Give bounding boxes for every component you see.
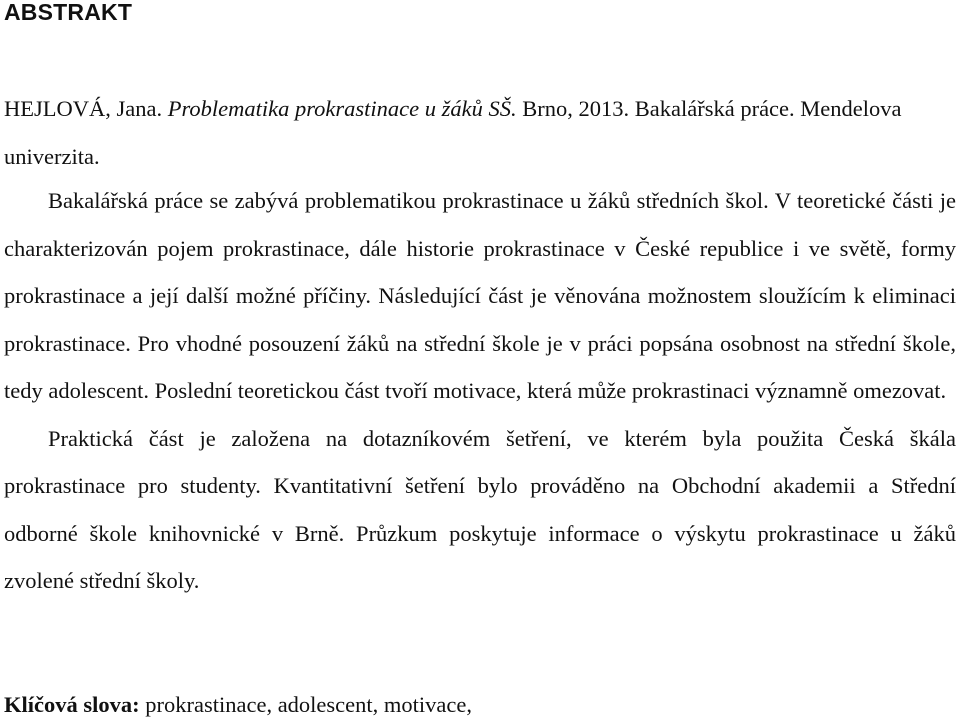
abstract-paragraph-1: Bakalářská práce se zabývá problematikou prokrastinace u žáků středních škol. V teoretické části je charakterizován pojem prokrastinace, dále historie prokrastinace v České republice i ve světě, formy prokrastinace a její další možné příčiny. Následující část je věnována možnostem sloužícím k eliminaci prokrastinace. Pro vhodné posouzení žáků na střední škole je v práci popsána osobnost na střední škole, tedy adolescent. Poslední teoretickou část tvoří motivace, která může prokrastinaci významně omezovat. [4,188,956,403]
citation-details: Brno, 2013. Bakalářská práce. Mendelova univerzita. [4,96,902,169]
bibliographic-citation [4,85,956,181]
keywords-label: Klíčová slova: [4,692,140,717]
abstract-paragraph-2: Praktická část je založena na dotazníkovém šetření, ve kterém byla použita Česká škála prokrastinace pro studenty. Kvantitativní šetření bylo prováděno na Obchodní akademii a Střední odborné škole knihovnické v Brně. Průzkum poskytuje informace o výskytu prokrastinace u žáků zvolené střední školy. [4,425,956,593]
abstract-body [4,177,956,605]
citation-title: Problematika prokrastinace u žáků SŠ. [167,96,517,121]
page-title: ABSTRAKT [4,0,133,25]
document-page [4,0,958,726]
keywords-text: prokrastinace, adolescent, motivace, [139,692,472,717]
keywords-line [4,690,472,720]
citation-author: HEJLOVÁ, Jana. [4,96,168,121]
